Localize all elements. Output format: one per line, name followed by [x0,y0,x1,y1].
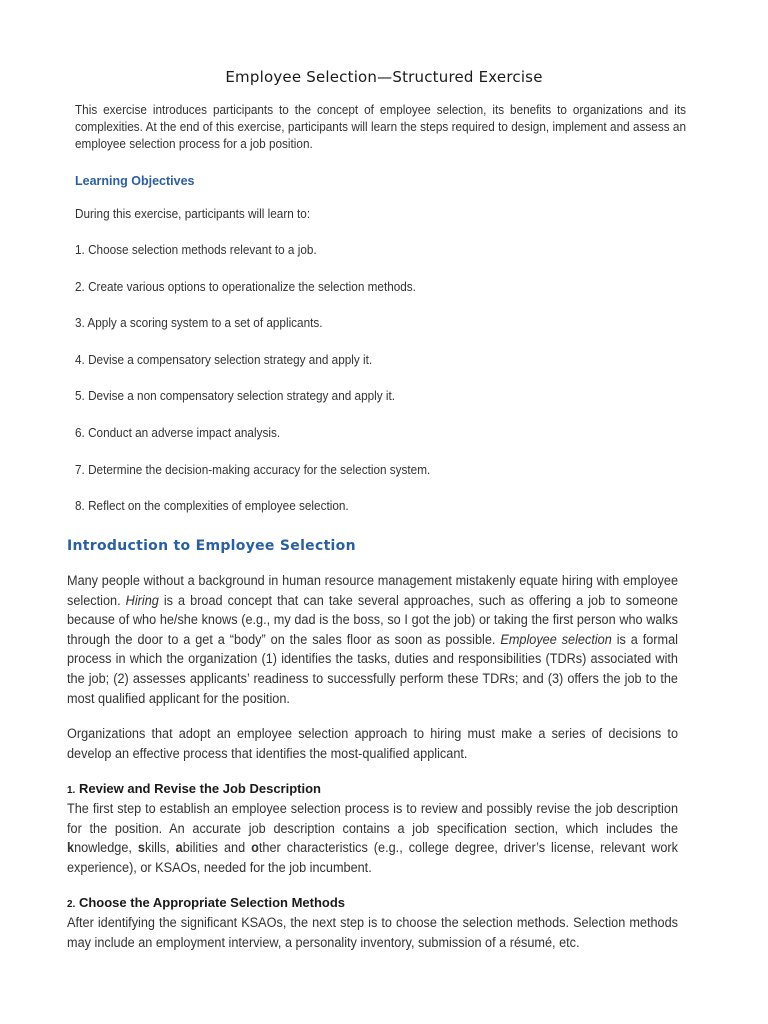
learning-objectives-heading: Learning Objectives [75,174,195,188]
intro-paragraph: This exercise introduces participants to the concept of employee selection, its benefits to organizations and its complexities. At the end of this exercise, participants will learn the steps required to design, implement and assess an employee selection process for a job position. [75,103,686,151]
employee-selection-term: Employee selection [500,631,612,647]
ksao-k: k [67,840,75,856]
introduction-paragraph-2: Organizations that adopt an employee selection approach to hiring must make a series of decisions to develop an effective process that identifies the most-qualified applicant. [67,726,678,761]
introduction-paragraph-1 [67,571,678,708]
skills-text: kills, [144,840,176,856]
hiring-term: Hiring [125,592,159,608]
objective-item: 5. Devise a non compensatory selection strategy and apply it. [75,389,396,404]
learning-objectives-lead: During this exercise, participants will learn to: [75,207,311,221]
objective-item: 8. Reflect on the complexities of employee selection. [75,499,349,514]
document-title: Employee Selection—Structured Exercise [225,68,543,86]
other-text: ther characteristics (e.g., college degree, driver’s license, relevant work experience), or KSAOs, needed for the job incumbent. [67,840,678,875]
step-2-body: After identifying the significant KSAOs, the next step is to choose the selection methods. Selection methods may include an employment interview, a personality inventory, submission of a résumé, etc. [67,915,678,950]
step-1-heading [67,781,321,796]
step-2-heading [67,895,345,910]
p1-text-b: is a broad concept that can take several approaches, such as offering a job to someone because of who he/she knows (e.g., my dad is the boss, so I got the job) or taking the first person who walks through the door to a get a “body” on the sales floor as soon as possible. [67,592,679,647]
ksao-s: s [137,840,145,856]
objective-item: 7. Determine the decision-making accuracy for the selection system. [75,462,431,477]
step-2-title: Choose the Appropriate Selection Methods [78,895,346,910]
step-1-text: The first step to establish an employee selection process is to review and possibly revise the job description for the position. An accurate job description contains a job specification section, which includes the [67,801,678,836]
step-1-body [67,799,678,877]
objective-item: 2. Create various options to operationalize the selection methods. [75,279,416,294]
step-1-number: 1. [67,785,76,796]
step-2-number: 2. [67,899,76,910]
abilities-text: bilities and [182,840,252,856]
objectives-list [75,243,735,536]
objective-item: 1. Choose selection methods relevant to a job. [75,243,317,257]
objective-item: 3. Apply a scoring system to a set of applicants. [75,316,323,331]
introduction-heading: Introduction to Employee Selection [67,538,356,554]
objective-item: 6. Conduct an adverse impact analysis. [75,425,281,440]
knowledge-text: nowledge, [74,840,138,856]
objective-item: 4. Devise a compensatory selection strategy and apply it. [75,352,373,367]
p1-text-c: is a formal process in which the organization (1) identifies the tasks, duties and responsibilities (TDRs) associated with the job; (2) assesses applicants’ readiness to successfully perform these TDRs; and (3) offers the job to the most qualified applicant for the position. [67,631,678,706]
ksao-o: o [251,840,259,856]
step-1-title: Review and Revise the Job Description [78,781,321,796]
p1-text-a: Many people without a background in human resource management mistakenly equate hiring with employee selection. [67,573,678,608]
ksao-a: a [175,840,183,856]
